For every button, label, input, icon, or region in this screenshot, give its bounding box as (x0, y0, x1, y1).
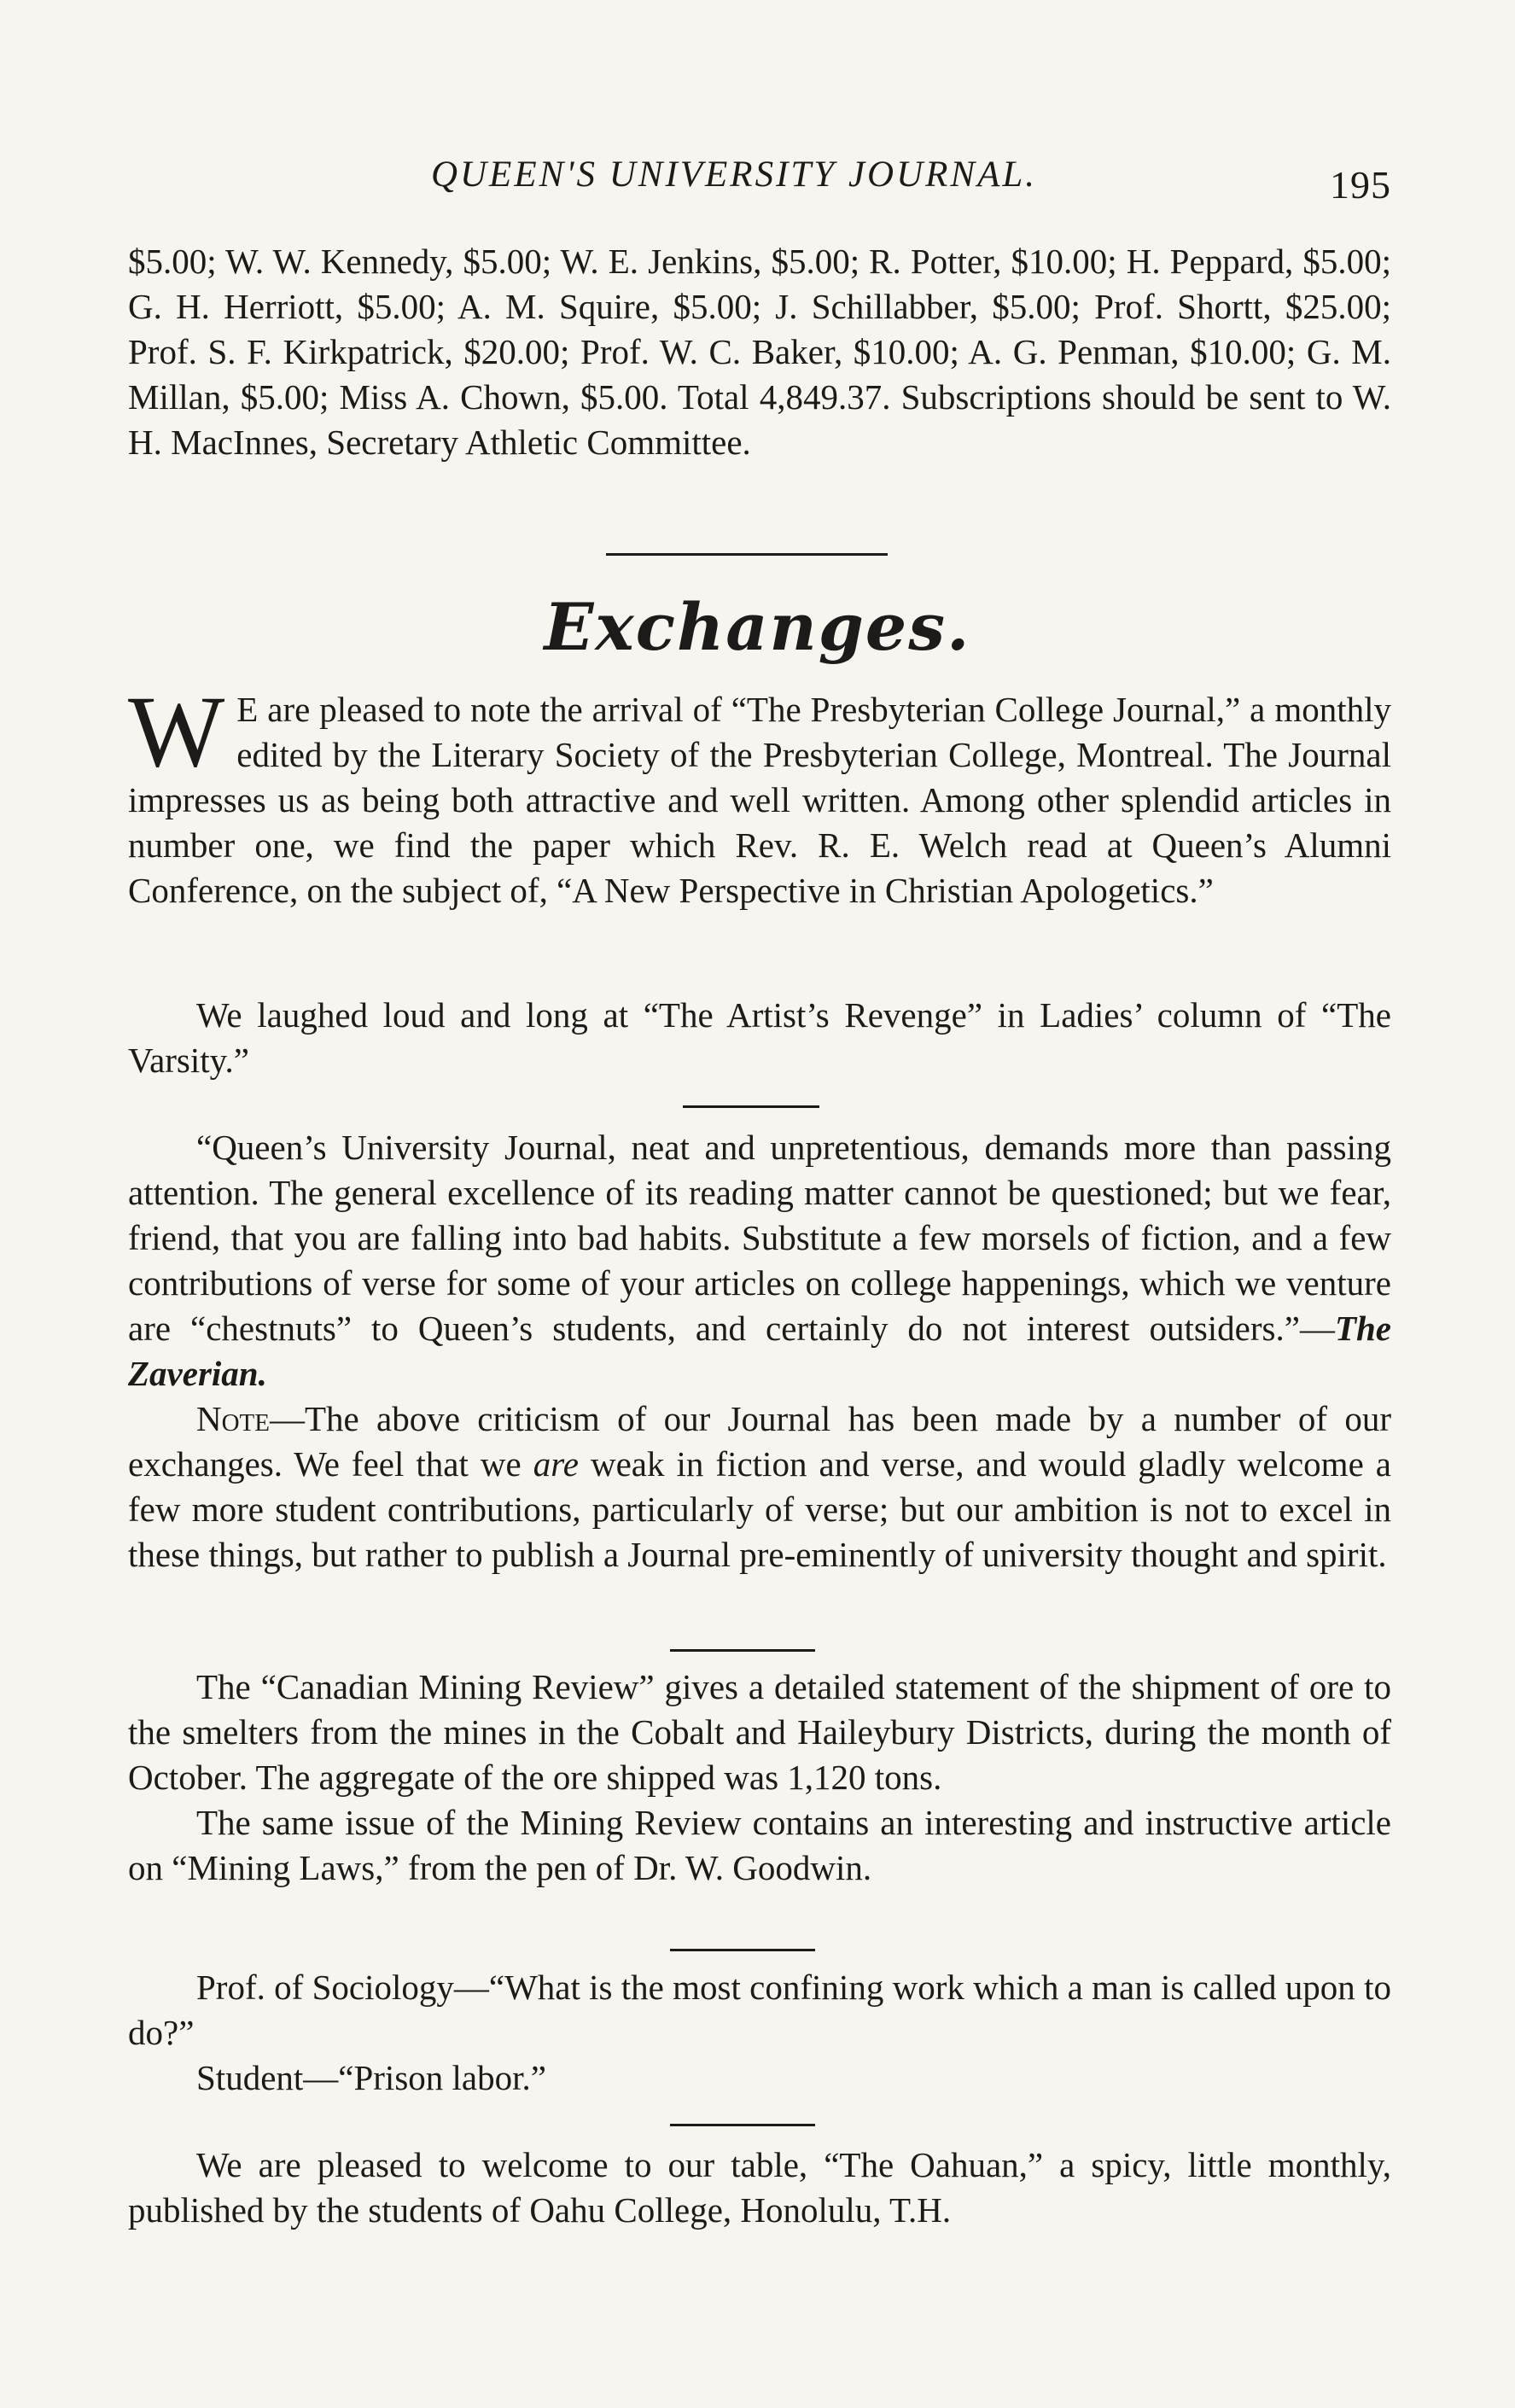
intro-text: E are pleased to note the arrival of “The Presbyterian College Journal,” a monthly edited by the Literary Society of the Presbyterian College, Montreal. The Journal impresses us as being both attractive and well written. Among other splendid articles in number one, we find the paper which Rev. R. E. Welch read at Queen’s Alumni Conference, on the subject of, “A New Perspective in Christian Apologetics.” (128, 690, 1391, 910)
item-divider (670, 1649, 815, 1652)
artist-revenge-block (128, 993, 1391, 1083)
subscriptions-paragraph (128, 239, 1391, 465)
running-title: QUEEN'S UNIVERSITY JOURNAL. (430, 155, 1038, 195)
drop-cap: W (128, 674, 225, 788)
zaverian-quote (128, 1125, 1391, 1396)
item-divider (670, 1949, 815, 1951)
note-label: Note (196, 1399, 270, 1438)
joke-question: Prof. of Sociology—“What is the most confining work which a man is called upon to do?” (128, 1968, 1391, 2052)
intro-paragraph (128, 674, 1391, 913)
mining-review-paragraph: The “Canadian Mining Review” gives a detailed statement of the shipment of ore to the smelters from the mines in the Cobalt and Haileybury Districts, during the month of October. The aggregate of the ore shipped was 1,120 tons. (128, 1667, 1391, 1797)
zaverian-block (128, 1125, 1391, 1577)
mining-laws-paragraph: The same issue of the Mining Review contains an interesting and instructive article on “Mining Laws,” from the pen of Dr. W. Goodwin. (128, 1803, 1391, 1887)
page-number: 195 (1330, 163, 1391, 207)
joke-block (128, 1965, 1391, 2101)
oahuan-paragraph: We are pleased to welcome to our table, “The Oahuan,” a spicy, little monthly, published by the students of Oahu College, Honolulu, T.H. (128, 2145, 1391, 2230)
zaverian-source: The Zaverian. (128, 1309, 1391, 1393)
exchanges-intro (128, 674, 1391, 913)
oahuan-block (128, 2143, 1391, 2233)
zaverian-quote-text: “Queen’s University Journal, neat and unpretentious, demands more than passing attention. The general excellence of its reading matter cannot be questioned; but we fear, friend, that you are falling into bad habits. Substitute a few morsels of fiction, and a few contributions of verse for some of your articles on college happenings, which we venture are “chestnuts” to Queen’s students, and certainly do not interest outsiders.”— (128, 1128, 1391, 1348)
artist-revenge-paragraph: We laughed loud and long at “The Artist’s Revenge” in Ladies’ column of “The Varsity.” (128, 995, 1391, 1080)
section-divider (606, 553, 888, 556)
item-divider (683, 1105, 819, 1108)
subscriptions-text: $5.00; W. W. Kennedy, $5.00; W. E. Jenkins, $5.00; R. Potter, $10.00; H. Peppard, $5.00; G. H. Herriott, $5.00; A. M. Squire, $5.00; J. Schillabber, $5.00; Prof. Shortt, $25.00; Prof. S. F. Kirkpatrick, $20.00; Prof. W. C. Baker, $10.00; A. G. Penman, $10.00; G. M. Millan, $5.00; Miss A. Chown, $5.00. Total 4,849.37. Subscriptions should be sent to W. H. MacInnes, Secretary Athletic Committee. (128, 242, 1391, 462)
section-heading-exchanges: Exchanges. (544, 589, 971, 665)
note-paragraph (128, 1396, 1391, 1577)
note-emphasis: are (533, 1444, 579, 1484)
item-divider (670, 2124, 815, 2126)
joke-answer: Student—“Prison labor.” (196, 2058, 546, 2097)
note-text-2: weak in fiction and verse, and would gladly welcome a few more student contributions, particularly of verse; but our ambition is not to excel in these things, but rather to publish a Journal pre-eminently of university thought and spirit. (128, 1444, 1391, 1574)
note-text-1: —The above criticism of our Journal has been made by a number of our exchanges. We feel that we (128, 1399, 1391, 1484)
mining-block (128, 1665, 1391, 1891)
running-head (128, 154, 1391, 205)
